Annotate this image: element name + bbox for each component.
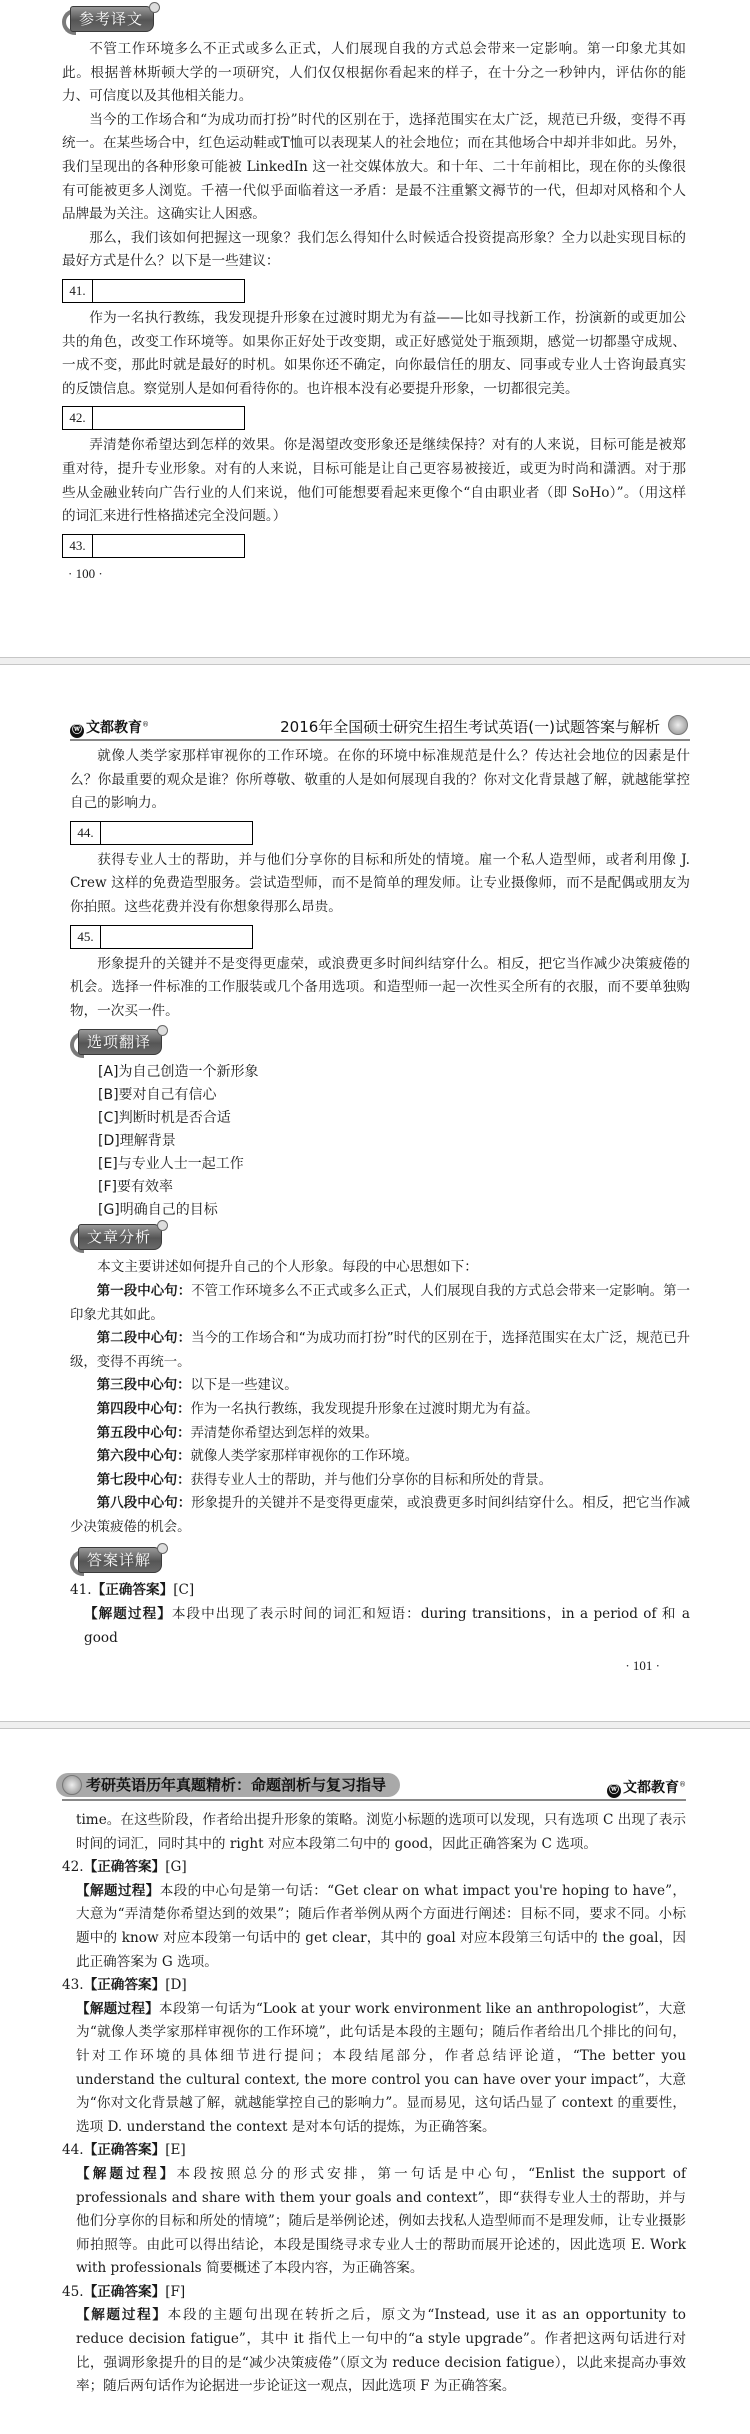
page-101 (0, 665, 750, 1721)
answer-41-process-continued: time。在这些阶段，作者给出提升形象的策略。浏览小标题的选项可以发现，只有选项 C 出现了表示时间的词汇，同时其中的 right 对应本段第二句中的 good，因此正确答案为 C 选项。 (76, 1812, 686, 1852)
translation-paragraph-42: 弄清楚你希望达到怎样的效果。你是渴望改变形象还是继续保持？对有的人来说，目标可能是被郑重对待，提升专业形象。对有的人来说，目标可能是让自己更容易被接近，或更为时尚和潇洒。对于那些从金融业转向广告行业的人们来说，他们可能想要看起来更像个“自由职业者（即 SoHo）”。（用这样的词汇来进行性格描述完全没问题。） (62, 437, 686, 525)
answer-45-heading: 45.【正确答案】[F] (62, 2283, 186, 2300)
book-title-pill: 考研英语历年真题精析：命题剖析与复习指导 (56, 1773, 400, 1797)
section-badge-reference-translation (62, 6, 154, 32)
badge-pin-icon (157, 1025, 168, 1036)
emblem-icon (62, 1775, 82, 1795)
option-e: [E]与专业人士一起工作 (98, 1156, 244, 1173)
answer-43-heading: 43.【正确答案】[D] (62, 1977, 187, 1994)
page-100-content (62, 4, 686, 585)
analysis-paragraph-4: 第四段中心句：作为一名执行教练，我发现提升形象在过渡时期尤为有益。 (96, 1401, 539, 1417)
page-number: · 101 · (625, 1658, 660, 1674)
section-title: 答案详解 (78, 1547, 162, 1573)
translation-paragraph-44: 获得专业人士的帮助，并与他们分享你的目标和所处的情境。雇一个私人造型师，或者利用像 J. Crew 这样的免费造型服务。尝试造型师，而不是简单的理发师。让专业摄像师，而不是配偶或朋友为你拍照。这些花费并没有你想象得那么昂贵。 (70, 851, 690, 915)
analysis-paragraph-1: 第一段中心句：不管工作环境多么不正式或多么正式，人们展现自我的方式总会带来一定影响。第一印象尤其如此。 (70, 1283, 690, 1323)
section-badge-options (70, 1029, 162, 1055)
option-c: [C]判断时机是否合适 (98, 1110, 231, 1127)
analysis-paragraph-2: 第二段中心句：当今的工作场合和“为成功而打扮”时代的区别在于，选择范围实在太广泛，规范已升级，变得不再统一。 (70, 1331, 690, 1370)
publisher-logo: ⓦ 文都教育® (72, 720, 149, 736)
analysis-intro: 本文主要讲述如何提升自己的个人形象。每段的中心思想如下： (97, 1259, 478, 1276)
translation-paragraph-41: 作为一名执行教练，我发现提升形象在过渡时期尤为有益——比如寻找新工作，扮演新的或更加公共的角色，改变工作环境等。如果你正好处于改变期，或正好感觉处于瓶颈期，感觉一切都墨守成规、一成不变，那此时就是最好的时机。如果你还不确定，向你最信任的朋友、同事或专业人士咨询最真实的反馈信息。察觉别人是如何看待你的。也许根本没有必要提升形象，一切都很完美。 (62, 309, 686, 397)
page-102 (0, 1729, 750, 2434)
analysis-paragraph-6: 第六段中心句：就像人类学家那样审视你的工作环境。 (96, 1449, 419, 1465)
answer-44-process: 【解题过程】本段按照总分的形式安排，第一句话是中心句，“Enlist the support of professionals and share with them your goals and context”，即“获得专业人士的帮助，并与他们分享你的目标和所处的情境”；随后是举例论述，例如去找私人造型师而不是理发师，让专业摄影师拍照等。由此可以得出结论，本段是围绕寻求专业人士的帮助而展开论述的，因此选项 E. Work with professionals 简要概述了本段内容，为正确答案。 (76, 2165, 687, 2277)
section-title: 文章分析 (78, 1224, 162, 1250)
option-a: [A]为自己创造一个新形象 (98, 1064, 259, 1081)
analysis-paragraph-5: 第五段中心句：弄清楚你希望达到怎样的效果。 (96, 1425, 378, 1441)
page-100 (0, 0, 750, 657)
answer-42-heading: 42.【正确答案】[G] (62, 1859, 187, 1876)
answer-blank-44 (70, 821, 253, 845)
answer-41-process: 【解题过程】本段中出现了表示时间的词汇和短语：during transitions，in a period of 和 a good (84, 1606, 691, 1646)
page-101-content (70, 745, 690, 1678)
blank-number: 44. (71, 822, 101, 844)
analysis-paragraph-8: 第八段中心句：形象提升的关键并不是变得更虚荣，或浪费更多时间纠结穿什么。相反，把它当作减少决策疲倦的机会。 (70, 1496, 690, 1535)
answer-41-heading: 41.【正确答案】[C] (70, 1582, 195, 1599)
section-title: 选项翻译 (78, 1029, 162, 1055)
badge-pin-icon (157, 1220, 168, 1231)
answer-45-process: 【解题过程】本段的主题句出现在转折之后，原文为“Instead, use it as an opportunity to reduce decision fatigue”，其中 it 指代上一句中的“a style upgrade”。作者把这两句话进行对比，强调形象提升的目的是“减少决策疲倦”（原文为 reduce decision fatigue），以此来提高办事效率；随后两句话作为论据进一步论证这一观点，因此选项 F 为正确答案。 (76, 2307, 686, 2395)
section-badge-answers (70, 1547, 162, 1573)
page-separator (0, 657, 750, 665)
blank-number: 45. (71, 926, 101, 948)
translation-paragraph-43: 就像人类学家那样审视你的工作环境。在你的环境中标准规范是什么？传达社会地位的因素是什么？你最重要的观众是谁？你所尊敬、敬重的人是如何展现自我的？你对文化背景越了解，就越能掌控自己的影响力。 (70, 748, 690, 812)
answer-43-process: 【解题过程】本段第一句话为“Look at your work environment like an anthropologist”，大意为“就像人类学家那样审视你的工作环境”，此句话是本段的主题句；随后作者给出几个排比的问句，针对工作环境的具体细节进行提问；本段结尾部分，作者总结评论道，“The better you understand the cultural context, the more control you can have over your impact”，大意为“你对文化背景越了解，就越能掌控自己的影响力”。显而易见，这句话凸显了 context 的重要性，选项 D. understand the context 是对本句话的提炼，为正确答案。 (76, 2000, 687, 2135)
section-title: 参考译文 (70, 6, 154, 32)
blank-number: 43. (63, 535, 93, 557)
page-header (70, 713, 690, 741)
page-102-content (62, 1809, 686, 2399)
badge-pin-icon (157, 1543, 168, 1554)
option-b: [B]要对自己有信心 (98, 1087, 217, 1104)
logo-mark-icon: ⓦ (72, 725, 82, 736)
page-number: · 100 · (68, 565, 103, 581)
publisher-logo: ⓦ 文都教育® (609, 1780, 686, 1796)
answer-blank-43 (62, 534, 245, 558)
option-d: [D]理解背景 (98, 1133, 176, 1150)
logo-mark-icon: ⓦ (609, 1785, 619, 1796)
section-badge-analysis (70, 1224, 162, 1250)
analysis-paragraph-3: 第三段中心句：以下是一些建议。 (96, 1378, 298, 1394)
page-header (62, 1773, 686, 1801)
translation-paragraph-1: 不管工作环境多么不正式或多么正式，人们展现自我的方式总会带来一定影响。第一印象尤其如此。根据普林斯顿大学的一项研究，人们仅仅根据你看起来的样子，在十分之一秒钟内，评估你的能力、可信度以及其他相关能力。 (62, 41, 686, 105)
answer-42-process: 【解题过程】本段的中心句是第一句话：“Get clear on what impact you're hoping to have”，大意为“弄清楚你希望达到的效果”；随后作者举例从两个方面进行阐述：目标不同，要求不同。小标题中的 know 对应本段第一句话中的 get clear，其中的 goal 对应本段第三句话中的 the goal，因此正确答案为 G 选项。 (76, 1882, 686, 1970)
emblem-icon (668, 715, 688, 735)
translation-paragraph-3: 那么，我们该如何把握这一现象？我们怎么得知什么时候适合投资提高形象？全力以赴实现目标的最好方式是什么？以下是一些建议： (62, 229, 686, 270)
analysis-paragraph-7: 第七段中心句：获得专业人士的帮助，并与他们分享你的目标和所处的背景。 (96, 1472, 553, 1488)
page-separator (0, 1721, 750, 1729)
answer-blank-45 (70, 925, 253, 949)
blank-number: 41. (63, 280, 93, 302)
badge-pin-icon (149, 2, 160, 13)
translation-paragraph-2: 当今的工作场合和“为成功而打扮”时代的区别在于，选择范围实在太广泛，规范已升级，变得不再统一。在某些场合中，红色运动鞋或T恤可以表现某人的社会地位；而在其他场合中却并非如此。另外，我们呈现出的各种形象可能被 LinkedIn 这一社交媒体放大。和十年、二十年前相比，现在你的头像很有可能被更多人浏览。千禧一代似乎面临着这一矛盾：是最不注重繁文褥节的一代，但却对风格和个人品牌最为关注。这确实让人困惑。 (62, 111, 686, 223)
answer-blank-42 (62, 406, 245, 430)
answer-44-heading: 44.【正确答案】[E] (62, 2142, 186, 2159)
blank-number: 42. (63, 407, 93, 429)
header-title: 2016年全国硕士研究生招生考试英语(一)试题答案与解析 (280, 718, 660, 736)
option-g: [G]明确自己的目标 (98, 1202, 218, 1219)
translation-paragraph-45: 形象提升的关键并不是变得更虚荣，或浪费更多时间纠结穿什么。相反，把它当作减少决策疲倦的机会。选择一件标准的工作服装或几个备用选项。和造型师一起一次性买全所有的衣服，而不要单独购物，一次买一件。 (70, 955, 690, 1019)
option-f: [F]要有效率 (98, 1179, 173, 1196)
answer-blank-41 (62, 279, 245, 303)
